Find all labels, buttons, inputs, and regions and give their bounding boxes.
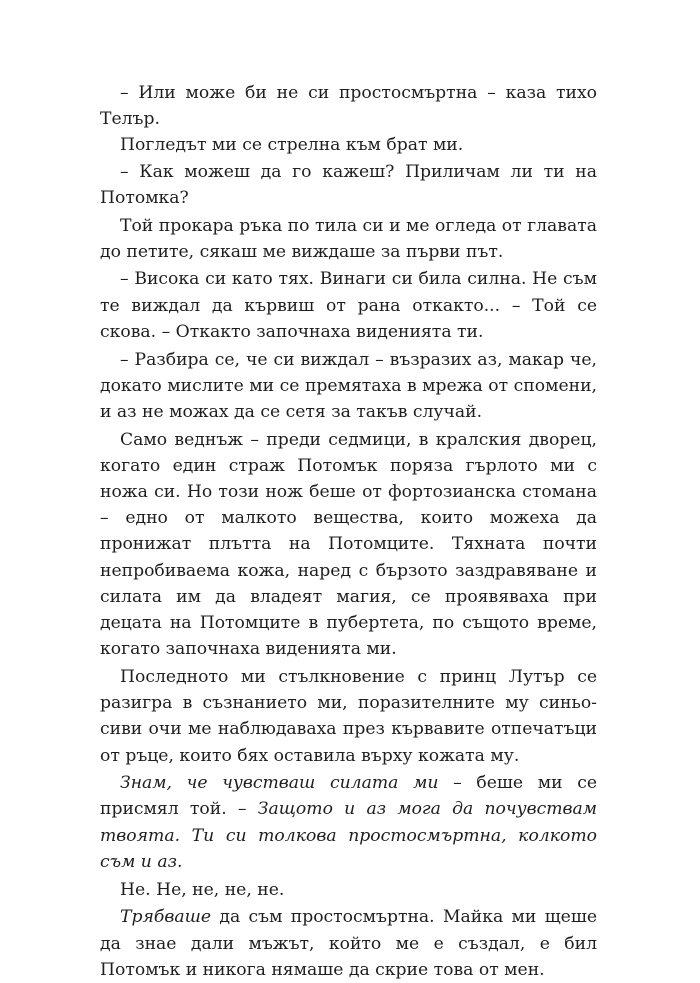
quote-paragraph — [100, 770, 597, 875]
closing-paragraph — [100, 904, 597, 983]
paragraph-5: – Висока си като тях. Винаги си била силна. Не съм те виждал да кървиш от рана откакто... – Той се скова. – Откакто започнаха виденията ти. — [100, 269, 597, 342]
closing-rest: да съм простосмъртна. Майка ми щеше да знае дали мъжът, който ме е създал, е бил Потомък и никога нямаше да скрие това от мен. — [100, 907, 597, 980]
book-page — [100, 80, 597, 983]
paragraph-6: – Разбира се, че си виждал – възразих аз, макар че, докато мислите ми се премятаха в мрежа от спомени, и аз не можах да се сетя за такъв случай. — [100, 349, 597, 422]
closing-italic-word: Трябваше — [120, 907, 212, 928]
paragraph-8: Последното ми стълкновение с принц Лутър се разигра в съзнанието ми, поразителните му синьо-сиви очи ме наблюдаваха през кървавите отпечатъци от ръце, които бях оставила върху кожата му. — [100, 666, 597, 766]
paragraph-4: Той прокара ръка по тила си и ме огледа от главата до петите, сякаш ме виждаше за първи път. — [100, 215, 597, 262]
paragraph-1: – Или може би не си простосмъртна – каза тихо Телър. — [100, 83, 597, 130]
paragraph-3: – Как можеш да го кажеш? Приличам ли ти на Потомка? — [100, 161, 597, 208]
paragraph-7: Само веднъж – преди седмици, в кралския дворец, когато един страж Потомък поряза гърлото ми с ножа си. Но този нож беше от фортозианска стомана – едно от малкото вещества, които можеха да пронижат плътта на Потомците. Тяхната почти непробиваема кожа, наред с бързото заздравяване и силата им да владеят магия, се проявяваха при децата на Потомците в пубертета, по същото време, когато започнаха виденията ми. — [100, 429, 597, 660]
reply-paragraph: Не. Не, не, не, не. — [120, 879, 285, 900]
quote-attribution: – беше ми се присмял той. – — [100, 773, 597, 820]
quote-italic-end: Защото и аз мога да почувствам твоята. Ти си толкова простосмъртна, колкото съм и аз. — [100, 799, 597, 872]
quote-italic-start: Знам, че чувстваш силата ми — [120, 773, 439, 794]
paragraph-2: Погледът ми се стрелна към брат ми. — [120, 135, 464, 156]
